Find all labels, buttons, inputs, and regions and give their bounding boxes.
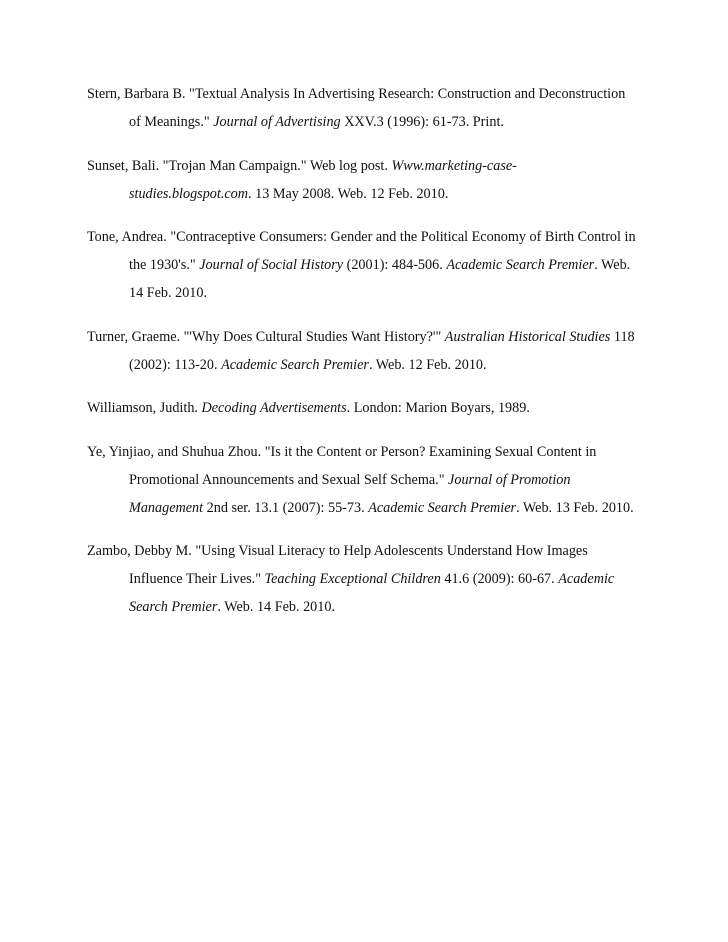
works-cited-list xyxy=(87,80,667,637)
citation-text: 14 Feb. 2010. xyxy=(129,285,208,301)
citation-first-line xyxy=(87,80,667,108)
citation-first-line xyxy=(87,152,667,180)
citation-first-line xyxy=(87,394,667,422)
citation-continuation-line xyxy=(87,279,667,307)
citation-entry xyxy=(87,80,667,136)
citation-text: Williamson, Judith. xyxy=(87,400,202,416)
italic-title-text: Academic Search Premier xyxy=(221,356,369,373)
citation-first-line xyxy=(87,438,667,466)
citation-text: Zambo, Debby M. "Using Visual Literacy to Help Adolescents Understand How Images xyxy=(87,543,588,559)
italic-title-text: studies.blogspot.com xyxy=(129,185,249,202)
citation-first-line xyxy=(87,323,667,351)
citation-text: Turner, Graeme. "'Why Does Cultural Studies Want History?'" xyxy=(87,328,445,345)
citation-entry xyxy=(87,152,667,208)
citation-text: Tone, Andrea. "Contraceptive Consumers: Gender and the Political Economy of Birth Control in xyxy=(87,229,636,245)
citation-first-line xyxy=(87,537,667,565)
citation-continuation-line xyxy=(87,494,667,522)
citation-entry xyxy=(87,394,667,422)
citation-continuation-line xyxy=(87,251,667,279)
italic-title-text: Www.marketing-case- xyxy=(391,157,517,174)
citation-continuation-line xyxy=(87,565,667,593)
citation-text: . London: Marion Boyars, 1989. xyxy=(346,400,530,416)
citation-text: XXV.3 (1996): 61-73. Print. xyxy=(340,114,504,130)
citation-text: (2001): 484-506. xyxy=(343,257,447,273)
citation-text: Ye, Yinjiao, and Shuhua Zhou. "Is it the Content or Person? Examining Sexual Content in xyxy=(87,443,597,460)
citation-text: the 1930's." xyxy=(129,257,200,273)
citation-continuation-line xyxy=(87,593,667,621)
citation-continuation-line xyxy=(87,108,667,136)
citation-entry xyxy=(87,438,667,522)
citation-text: 118 xyxy=(610,328,635,345)
citation-text: . 13 May 2008. Web. 12 Feb. 2010. xyxy=(248,185,449,202)
citation-continuation-line xyxy=(87,180,667,208)
citation-entry xyxy=(87,223,667,307)
citation-text: of Meanings." xyxy=(129,114,214,130)
citation-text: 41.6 (2009): 60-67. xyxy=(440,571,559,587)
italic-title-text: Journal of Promotion xyxy=(448,471,571,488)
italic-title-text: Journal of Advertising xyxy=(213,114,341,130)
citation-text: Influence Their Lives." xyxy=(129,571,265,587)
italic-title-text: Decoding Advertisements xyxy=(201,400,347,416)
citation-text: . Web. 13 Feb. 2010. xyxy=(516,499,634,516)
italic-title-text: Academic Search Premier xyxy=(368,499,517,516)
citation-text: . Web. xyxy=(594,257,631,273)
italic-title-text: Teaching Exceptional Children xyxy=(264,571,441,587)
italic-title-text: Academic xyxy=(558,571,615,587)
citation-text: Sunset, Bali. "Trojan Man Campaign." Web log post. xyxy=(87,157,392,174)
citation-entry xyxy=(87,323,667,379)
italic-title-text: Management xyxy=(129,499,204,516)
italic-title-text: Journal of Social History xyxy=(199,257,344,273)
citation-text: . Web. 12 Feb. 2010. xyxy=(368,356,487,373)
citation-first-line xyxy=(87,223,667,251)
citation-entry xyxy=(87,537,667,621)
citation-text: 2nd ser. 13.1 (2007): 55-73. xyxy=(203,499,369,516)
citation-text: Stern, Barbara B. "Textual Analysis In Advertising Research: Construction and Deconstruction xyxy=(87,86,626,102)
italic-title-text: Search Premier xyxy=(129,599,218,615)
italic-title-text: Academic Search Premier xyxy=(446,257,595,273)
citation-text: (2002): 113-20. xyxy=(129,356,222,373)
citation-text: Promotional Announcements and Sexual Self Schema." xyxy=(129,471,449,488)
citation-text: . Web. 14 Feb. 2010. xyxy=(217,599,335,615)
citation-continuation-line xyxy=(87,466,667,494)
citation-continuation-line xyxy=(87,351,667,379)
italic-title-text: Australian Historical Studies xyxy=(444,328,611,345)
